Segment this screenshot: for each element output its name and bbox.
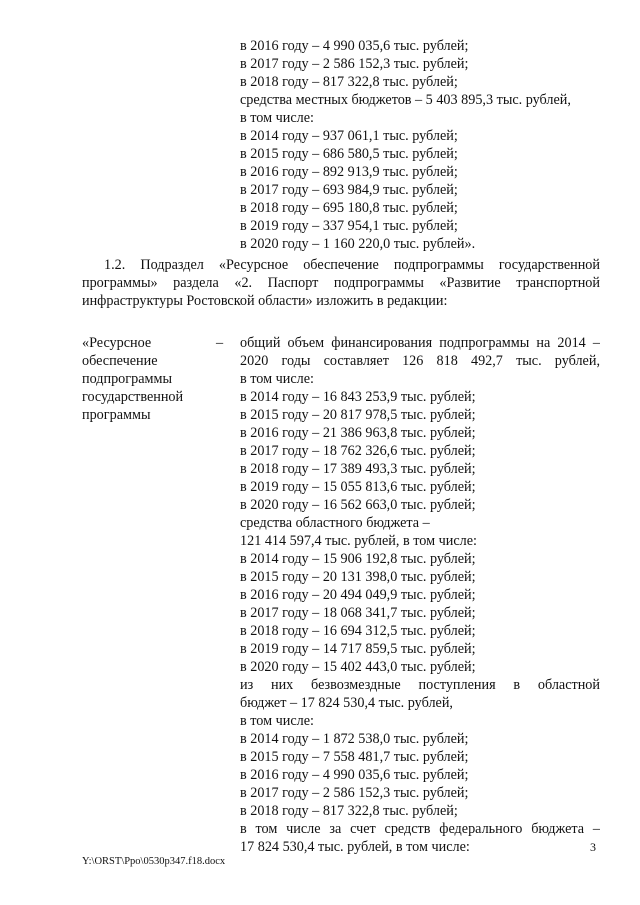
funding-line: в 2018 году – 17 389 493,3 тыс. рублей;: [240, 461, 476, 477]
list-item: в 2014 году – 937 061,1 тыс. рублей;: [240, 128, 458, 144]
funding-line: в 2017 году – 18 068 341,7 тыс. рублей;: [240, 605, 476, 621]
list-item: в 2016 году – 892 913,9 тыс. рублей;: [240, 164, 458, 180]
funding-line: в 2016 году – 21 386 963,8 тыс. рублей;: [240, 425, 476, 441]
list-item: в 2020 году – 1 160 220,0 тыс. рублей».: [240, 236, 476, 252]
list-item: в 2017 году – 2 586 152,3 тыс. рублей;: [240, 56, 469, 72]
funding-line: 121 414 597,4 тыс. рублей, в том числе:: [240, 533, 477, 549]
funding-line: в 2018 году – 817 322,8 тыс. рублей;: [240, 803, 458, 819]
label-line: обеспечение: [82, 353, 158, 369]
funding-line: в 2018 году – 16 694 312,5 тыс. рублей;: [240, 623, 476, 639]
funding-line: в 2014 году – 15 906 192,8 тыс. рублей;: [240, 551, 476, 567]
funding-line: средства областного бюджета –: [240, 515, 430, 531]
list-item: в 2018 году – 695 180,8 тыс. рублей;: [240, 200, 458, 216]
list-item: в 2019 году – 337 954,1 тыс. рублей;: [240, 218, 458, 234]
funding-line: в 2017 году – 2 586 152,3 тыс. рублей;: [240, 785, 469, 801]
funding-line: в 2016 году – 4 990 035,6 тыс. рублей;: [240, 767, 469, 783]
list-item: в 2016 году – 4 990 035,6 тыс. рублей;: [240, 38, 469, 54]
funding-line: в том числе за счет средств федерального бюджета –: [240, 821, 600, 837]
label-line: государственной: [82, 389, 184, 405]
file-path-footer: Y:\ORST\Ppo\0530p347.f18.docx: [82, 856, 226, 867]
page-number: 3: [590, 840, 596, 854]
amendment-paragraph: [82, 256, 600, 310]
funding-line: в 2015 году – 20 817 978,5 тыс. рублей;: [240, 407, 476, 423]
list-item: в 2015 году – 686 580,5 тыс. рублей;: [240, 146, 458, 162]
funding-details: [240, 334, 600, 856]
label-dash: –: [216, 335, 224, 351]
section-label: [82, 334, 222, 424]
funding-line: в том числе:: [240, 713, 314, 729]
label-line: «Ресурсное: [82, 335, 152, 351]
funding-line: бюджет – 17 824 530,4 тыс. рублей,: [240, 695, 453, 711]
list-item: в 2018 году – 817 322,8 тыс. рублей;: [240, 74, 458, 90]
label-line: программы: [82, 407, 151, 423]
list-item: средства местных бюджетов – 5 403 895,3 тыс. рублей,: [240, 92, 571, 108]
list-item: в том числе:: [240, 110, 314, 126]
funding-line: в 2020 году – 15 402 443,0 тыс. рублей;: [240, 659, 476, 675]
funding-line: в 2019 году – 15 055 813,6 тыс. рублей;: [240, 479, 476, 495]
funding-line: в том числе:: [240, 371, 314, 387]
list-item: в 2017 году – 693 984,9 тыс. рублей;: [240, 182, 458, 198]
funding-line: 17 824 530,4 тыс. рублей, в том числе:: [240, 839, 470, 855]
funding-line: в 2014 году – 16 843 253,9 тыс. рублей;: [240, 389, 476, 405]
paragraph-line: программы» раздела «2. Паспорт подпрограммы «Развитие транспортной: [82, 275, 600, 291]
funding-line: общий объем финансирования подпрограммы на 2014 –: [240, 335, 600, 351]
funding-line: в 2015 году – 20 131 398,0 тыс. рублей;: [240, 569, 476, 585]
funding-line: в 2019 году – 14 717 859,5 тыс. рублей;: [240, 641, 476, 657]
funding-line: 2020 годы составляет 126 818 492,7 тыс. рублей,: [240, 353, 600, 369]
funding-line: в 2017 году – 18 762 326,6 тыс. рублей;: [240, 443, 476, 459]
funding-line: в 2014 году – 1 872 538,0 тыс. рублей;: [240, 731, 469, 747]
paragraph-line: 1.2. Подраздел «Ресурсное обеспечение подпрограммы государственной: [104, 257, 600, 273]
funding-line: в 2015 году – 7 558 481,7 тыс. рублей;: [240, 749, 469, 765]
label-line: подпрограммы: [82, 371, 172, 387]
funding-line: из них безвозмездные поступления в областной: [240, 677, 600, 693]
budget-continuation-list: [240, 37, 600, 253]
funding-line: в 2020 году – 16 562 663,0 тыс. рублей;: [240, 497, 476, 513]
paragraph-line: инфраструктуры Ростовской области» изложить в редакции:: [82, 293, 448, 309]
funding-line: в 2016 году – 20 494 049,9 тыс. рублей;: [240, 587, 476, 603]
